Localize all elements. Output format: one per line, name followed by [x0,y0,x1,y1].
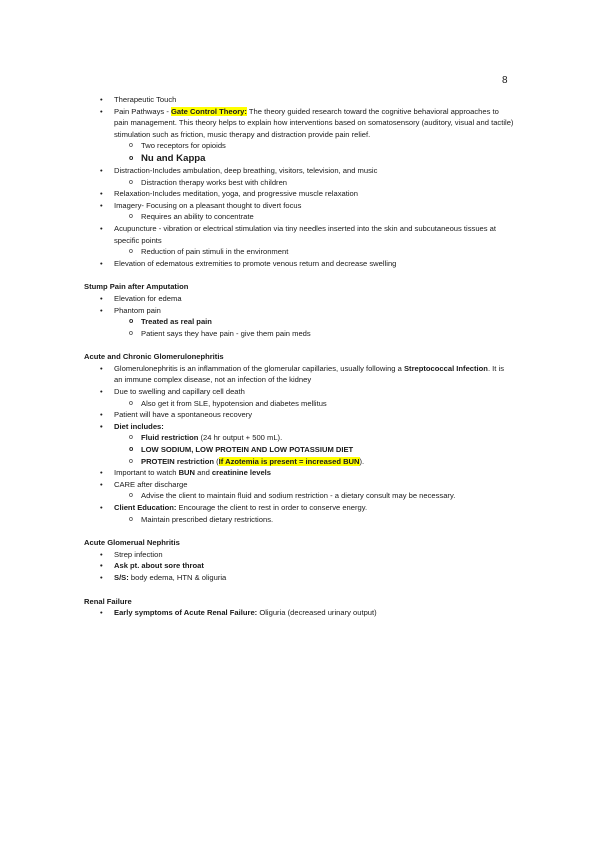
item-text: Reduction of pain stimuli in the environment [141,247,289,257]
list-item [84,246,514,258]
list-item [84,502,514,514]
bullet-icon: • [100,363,103,373]
item-text: Glomerulonephritis is an inflammation of the glomerular capillaries, usually following a [114,363,404,373]
section-heading-acute-glomerual-nephritis: Acute Glomerual Nephritis [84,538,180,548]
list-item [84,363,514,386]
item-text: Elevation of edematous extremities to promote venous return and decrease swelling [114,258,397,268]
list-item [84,456,514,468]
item-text: Distraction-Includes ambulation, deep breathing, visitors, television, and music [114,165,378,175]
item-text: Important to watch [114,468,179,478]
bullet-icon: • [100,572,103,582]
list-item [84,140,514,152]
item-text: Advise the client to maintain fluid and sodium restriction - a dietary consult may be necessary. [141,491,456,501]
item-text: ). [359,456,365,466]
bullet-icon: • [100,258,103,268]
list-item [84,444,514,456]
list-item [84,165,514,177]
bullet-icon: • [100,387,103,397]
item-text-bold: Early symptoms of Acute Renal Failure: [114,608,258,618]
list-item [84,305,514,317]
list-item [84,479,514,491]
list-item [84,398,514,410]
item-text: The theory guided research toward the cognitive behavioral approaches to pain management. This theory helps to explain how interventions based on somatosensory (auditory, visual and tactile) stimulation such as friction, music therapy and distraction provide pain relief. [114,106,514,139]
bullet-icon: • [100,410,103,420]
item-text: Patient says they have pain - give them pain meds [141,328,311,338]
bullet-icon: • [100,479,103,489]
section-heading-glomerulonephritis: Acute and Chronic Glomerulonephritis [84,352,224,362]
item-text: CARE after discharge [114,479,188,489]
azotemia-highlight: If Azotemia is present = increased BUN [218,456,360,466]
list-item [84,607,514,619]
sub-bullet-icon: o [129,329,133,337]
item-text: Relaxation-Includes meditation, yoga, and progressive muscle relaxation [114,189,358,199]
item-text: Strep infection [114,549,163,559]
item-text: Patient will have a spontaneous recovery [114,410,253,420]
list-item [84,188,514,200]
sub-bullet-icon: o [129,492,133,500]
list-item [84,200,514,212]
item-text: Therapeutic Touch [114,95,177,104]
item-text: Also get it from SLE, hypotension and diabetes mellitus [141,398,327,408]
page-number: 8 [502,75,508,86]
item-text: Diet includes: [114,421,164,431]
item-text: Due to swelling and capillary cell death [114,387,245,397]
bullet-icon: • [100,106,103,116]
item-text: Ask pt. about sore throat [114,561,204,571]
list-item [84,177,514,189]
bullet-icon: • [100,305,103,315]
list-item [84,421,514,433]
item-text-bold: BUN [178,468,196,478]
item-text: and [195,468,212,478]
item-text: . It is an immune complex disease, not an infection of the kidney [114,363,504,385]
item-text: Nu and Kappa [141,152,206,164]
bullet-icon: • [100,503,103,512]
item-text: Acupuncture - vibration or electrical stimulation via tiny needles inserted into the skin and subcutaneous tissues at specific points [114,223,497,245]
list-item [84,106,514,141]
item-text: LOW SODIUM, LOW PROTEIN AND LOW POTASSIUM DIET [141,445,354,455]
bullet-icon: • [100,200,103,210]
list-item [84,258,514,270]
item-text: Phantom pain [114,305,161,315]
sub-bullet-icon: o [129,178,133,186]
item-text: Oliguria (decreased urinary output) [257,608,377,618]
item-text: Treated as real pain [141,317,212,327]
item-text: ( [214,456,219,466]
list-item [84,211,514,223]
list-item [84,223,514,246]
list-item [84,316,514,328]
renal-failure-list [84,607,514,619]
item-text: Pain Pathways - [114,106,171,116]
sub-bullet-icon: o [129,515,133,523]
sub-bullet-icon: o [129,154,134,162]
glomerulonephritis-list [84,363,514,525]
item-text-bold: Streptococcal Infection [403,363,488,373]
item-text: (24 hr output + 500 mL). [198,433,283,443]
pain-interventions-list [84,94,514,269]
item-text-bold: S/S: [114,572,129,582]
sub-bullet-icon: o [129,318,134,326]
bullet-icon: • [100,223,103,233]
list-item [84,560,514,572]
bullet-icon: • [100,421,103,431]
item-text-bold: PROTEIN restriction [141,456,214,466]
list-item [84,432,514,444]
item-text: Two receptors for opioids [141,141,226,151]
bullet-icon: • [100,468,103,478]
bullet-icon: • [100,293,103,303]
list-item [84,572,514,584]
sub-bullet-icon: o [129,213,133,221]
bullet-icon: • [100,561,103,571]
list-item [84,94,514,106]
sub-bullet-icon: o [129,399,133,407]
notes-content [84,94,514,619]
item-text: Requires an ability to concentrate [141,212,254,222]
item-text: Encourage the client to rest in order to conserve energy. [176,503,368,512]
sub-bullet-icon: o [129,248,133,256]
item-text-bold: Client Education: [114,503,177,512]
acute-glomerual-nephritis-list [84,549,514,584]
item-text: Elevation for edema [114,293,182,303]
sub-bullet-icon: o [129,434,133,442]
sub-bullet-icon: o [129,446,134,454]
list-item [84,328,514,340]
list-item [84,386,514,398]
bullet-icon: • [100,165,103,175]
sub-bullet-icon: o [129,142,133,150]
sub-bullet-icon: o [129,457,133,465]
section-heading-stump-pain: Stump Pain after Amputation [84,282,189,292]
bullet-icon: • [100,95,103,104]
list-item [84,409,514,421]
stump-pain-list [84,293,514,339]
item-text: body edema, HTN & oliguria [128,572,227,582]
item-text-bold: creatinine levels [211,468,272,478]
item-text: Distraction therapy works best with children [141,177,288,187]
list-item [84,467,514,479]
list-item [84,549,514,561]
gate-control-theory-highlight: Gate Control Theory: [170,106,247,116]
list-item [84,514,514,526]
bullet-icon: • [100,608,103,618]
item-text: Maintain prescribed dietary restrictions. [141,514,274,524]
item-text-bold: Fluid restriction [141,433,199,443]
item-text: Imagery- Focusing on a pleasant thought to divert focus [114,200,302,210]
list-item [84,490,514,502]
list-item [84,152,514,165]
list-item [84,293,514,305]
bullet-icon: • [100,549,103,559]
bullet-icon: • [100,189,103,199]
section-heading-renal-failure: Renal Failure [84,596,132,606]
